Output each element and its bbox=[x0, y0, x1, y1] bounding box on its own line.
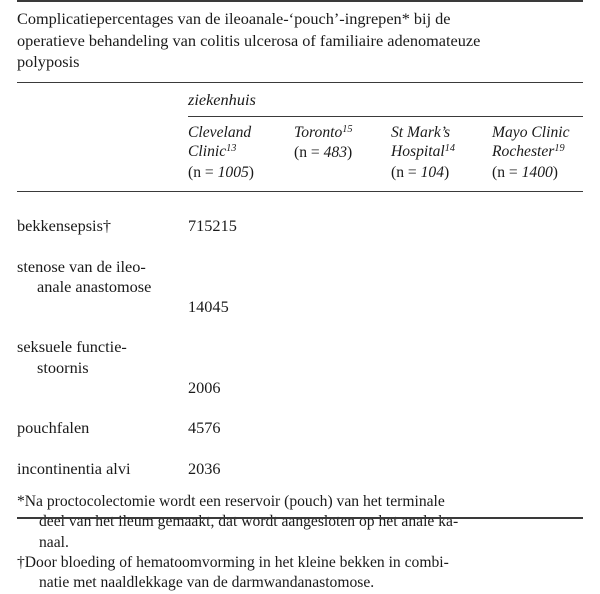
n-prefix: (n = bbox=[188, 163, 218, 181]
table-row bbox=[17, 438, 583, 478]
table-cell: 6 bbox=[212, 458, 221, 478]
caption-line: operatieve behandeling van colitis ulcerosa of familiaire adenomateuze bbox=[17, 30, 481, 50]
n-prefix: (n = bbox=[391, 163, 421, 181]
footnote-line: naal. bbox=[39, 533, 69, 551]
table-cell: 5 bbox=[228, 216, 237, 236]
table-cell: 4 bbox=[212, 297, 221, 317]
table-cell: 6 bbox=[212, 377, 221, 397]
row-label-text: incontinentia alvi bbox=[17, 458, 131, 478]
n-value: 483 bbox=[323, 144, 347, 162]
column-header-name: Cleveland bbox=[188, 123, 252, 141]
table-footnotes bbox=[17, 479, 583, 594]
column-header-mayo-clinic-rochester bbox=[492, 123, 570, 182]
table-cell: 2 bbox=[188, 377, 197, 397]
citation-superscript: 13 bbox=[226, 143, 237, 155]
footnote-line: natie met naaldlekkage van de darmwandanastomose. bbox=[39, 574, 375, 592]
table-cell: 7 bbox=[188, 216, 197, 236]
n-suffix: ) bbox=[443, 163, 450, 181]
row-label-text: seksuele functie- bbox=[17, 337, 127, 357]
table-cell: 6 bbox=[212, 418, 221, 438]
table-body bbox=[17, 192, 583, 479]
n-suffix: ) bbox=[346, 144, 353, 162]
column-header-n bbox=[391, 163, 492, 182]
footnote-asterisk bbox=[17, 492, 583, 553]
table-cell: 0 bbox=[196, 377, 205, 397]
column-header-name-text: Rochester bbox=[492, 143, 555, 161]
spanner-row bbox=[17, 83, 583, 116]
n-value: 1005 bbox=[217, 163, 249, 181]
header-bottom-rule bbox=[17, 191, 583, 192]
column-header-n bbox=[188, 163, 294, 182]
table-bottom-rule-wrap bbox=[17, 517, 583, 519]
row-label-bekkensepsis bbox=[17, 196, 188, 236]
table-cell: 0 bbox=[204, 297, 213, 317]
row-label-text: bekkensepsis† bbox=[17, 216, 112, 236]
n-value: 104 bbox=[420, 163, 444, 181]
table-cell: 21 bbox=[212, 216, 229, 236]
footnote-dagger bbox=[17, 553, 583, 594]
column-header-name-text: Clinic bbox=[188, 143, 227, 161]
row-label-continuation: anale anastomose bbox=[37, 276, 152, 296]
table-cell: 4 bbox=[188, 418, 197, 438]
caption-line: polyposis bbox=[17, 52, 80, 72]
table-header bbox=[17, 82, 583, 192]
column-header-row bbox=[17, 117, 583, 191]
table-cell: 3 bbox=[204, 458, 213, 478]
table-caption bbox=[17, 2, 583, 73]
citation-superscript: 19 bbox=[554, 143, 565, 155]
column-header-name bbox=[294, 123, 391, 142]
n-prefix: (n = bbox=[294, 144, 324, 162]
n-prefix: (n = bbox=[492, 163, 522, 181]
table-row bbox=[17, 398, 583, 438]
table-cell: 14 bbox=[188, 297, 205, 317]
row-label-continuation: stoornis bbox=[37, 357, 89, 377]
column-header-name-text: Toronto bbox=[294, 123, 343, 141]
citation-superscript: 15 bbox=[342, 123, 353, 135]
row-label-text: pouchfalen bbox=[17, 418, 90, 438]
row-label-stenose-ileoanale-anastomose bbox=[17, 236, 188, 317]
n-suffix: ) bbox=[552, 163, 558, 181]
table-cell: 5 bbox=[220, 297, 229, 317]
table-cell: 2 bbox=[188, 458, 197, 478]
column-header-name-cont bbox=[188, 142, 294, 161]
table-cell: 5 bbox=[196, 418, 205, 438]
column-header-toronto bbox=[294, 123, 391, 163]
column-header-n bbox=[492, 163, 570, 182]
row-label-incontinentia-alvi bbox=[17, 438, 188, 478]
column-header-cleveland-clinic bbox=[188, 123, 294, 182]
table-row bbox=[17, 317, 583, 398]
n-value: 1400 bbox=[521, 163, 553, 181]
footnote-line: deel van het ileum gemaakt, dat wordt aangesloten op het anale ka- bbox=[39, 513, 459, 531]
table-bottom-rule bbox=[17, 517, 583, 519]
table-cell: 15 bbox=[196, 216, 213, 236]
footnote-line: †Door bloeding of hematoomvorming in het kleine bekken in combi- bbox=[17, 554, 449, 572]
row-label-pouchfalen bbox=[17, 398, 188, 438]
table-cell: 7 bbox=[204, 418, 213, 438]
table-cell: 0 bbox=[204, 377, 213, 397]
n-suffix: ) bbox=[248, 163, 254, 181]
table-row bbox=[17, 196, 583, 236]
column-header-name: St Mark’s bbox=[391, 123, 451, 141]
spanner-label-ziekenhuis: ziekenhuis bbox=[188, 89, 256, 109]
row-label-seksuele-functiestoornis bbox=[17, 317, 188, 398]
column-header-n bbox=[294, 143, 391, 162]
column-header-st-marks-hospital bbox=[391, 123, 492, 182]
table-row bbox=[17, 236, 583, 317]
column-header-name: Mayo Clinic bbox=[492, 123, 570, 141]
footnote-line: *Na proctocolectomie wordt een reservoir (pouch) van het terminale bbox=[17, 492, 445, 510]
column-header-name-cont bbox=[492, 142, 570, 161]
row-label-text: stenose van de ileo- bbox=[17, 256, 146, 276]
citation-superscript: 14 bbox=[444, 143, 455, 155]
caption-line: Complicatiepercentages van de ileoanale-‘pouch’-ingrepen* bij de bbox=[17, 9, 451, 28]
column-header-name-text: Hospital bbox=[391, 143, 445, 161]
table-cell: 0 bbox=[196, 458, 205, 478]
column-header-name-cont bbox=[391, 142, 492, 161]
